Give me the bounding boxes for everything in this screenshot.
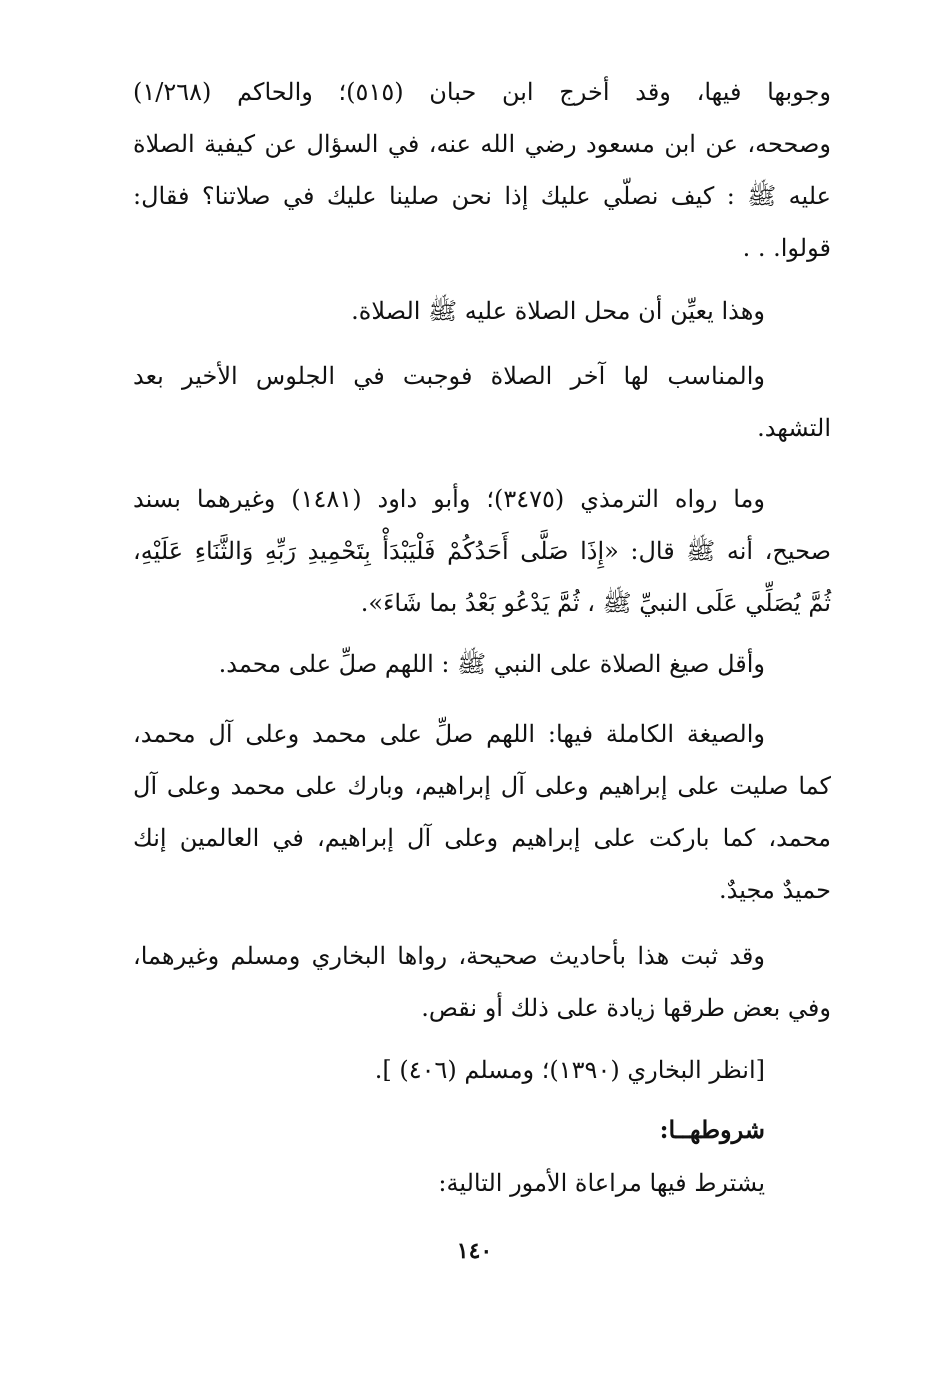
heading-text: شروطهــا: (659, 1115, 765, 1144)
text-line: وهذا يعيِّن أن محل الصلاة عليه ﷺ الصلاة. (351, 297, 765, 325)
section-heading (133, 1104, 831, 1156)
text-line: وجوبها فيها، وقد أخرج ابن حبان (٥١٥)؛ والحاكم (١/٢٦٨) (133, 78, 831, 106)
paragraph-5 (133, 638, 831, 690)
text-line: محمد، كما باركت على إبراهيم وعلى آل إبراهيم، في العالمين إنك (133, 824, 831, 852)
text-line: وأقل صيغ الصلاة على النبي ﷺ : اللهم صلِّ على محمد. (218, 650, 765, 678)
text-line: حميدٌ مجيدٌ. (719, 876, 831, 904)
paragraph-4 (133, 473, 831, 629)
text-line: وما رواه الترمذي (٣٤٧٥)؛ وأبو داود (١٤٨١) وغيرهما بسند (133, 485, 765, 513)
text-line: عليه ﷺ : كيف نصلّي عليك إذا نحن صلينا عليك في صلاتنا؟ فقال: (133, 182, 831, 210)
text-line: وصححه، عن ابن مسعود رضي الله عنه، في السؤال عن كيفية الصلاة (133, 130, 831, 158)
page-number: ١٤٠ (456, 1238, 493, 1264)
text-line: وفي بعض طرقها زيادة على ذلك أو نقص. (421, 994, 831, 1022)
text-line: قولوا. . . (742, 234, 831, 262)
text-line: كما صليت على إبراهيم وعلى آل إبراهيم، وبارك على محمد وعلى آل (133, 772, 831, 800)
text-line: يشترط فيها مراعاة الأمور التالية: (438, 1169, 765, 1197)
text-line: والصيغة الكاملة فيها: اللهم صلِّ على محمد وعلى آل محمد، (133, 720, 765, 748)
paragraph-conditions-intro (133, 1157, 831, 1209)
paragraph-6 (133, 708, 831, 916)
paragraph-8-reference (133, 1044, 831, 1096)
paragraph-3 (133, 350, 831, 454)
text-line: التشهد. (757, 414, 831, 442)
paragraph-7 (133, 930, 831, 1034)
text-line: ثُمَّ يُصَلِّي عَلَى النبيِّ ﷺ ، ثُمَّ يَدْعُو بَعْدُ بما شَاءَ». (360, 589, 831, 617)
paragraph-2 (133, 285, 831, 337)
text-line: وقد ثبت هذا بأحاديث صحيحة، رواها البخاري ومسلم وغيرهما، (133, 942, 765, 970)
text-line: [انظر البخاري (١٣٩٠)؛ ومسلم (٤٠٦) ]. (374, 1056, 765, 1084)
text-line: صحيح، أنه ﷺ قال: «إِذَا صَلَّى أَحَدُكُمْ فَلْيَبْدَأْ بِتَحْمِيدِ رَبِّهِ وَالثَّنَاءِ عَلَيْهِ، (133, 537, 831, 565)
text-line: والمناسب لها آخر الصلاة فوجبت في الجلوس الأخير بعد (133, 362, 765, 390)
paragraph-1 (133, 66, 831, 274)
